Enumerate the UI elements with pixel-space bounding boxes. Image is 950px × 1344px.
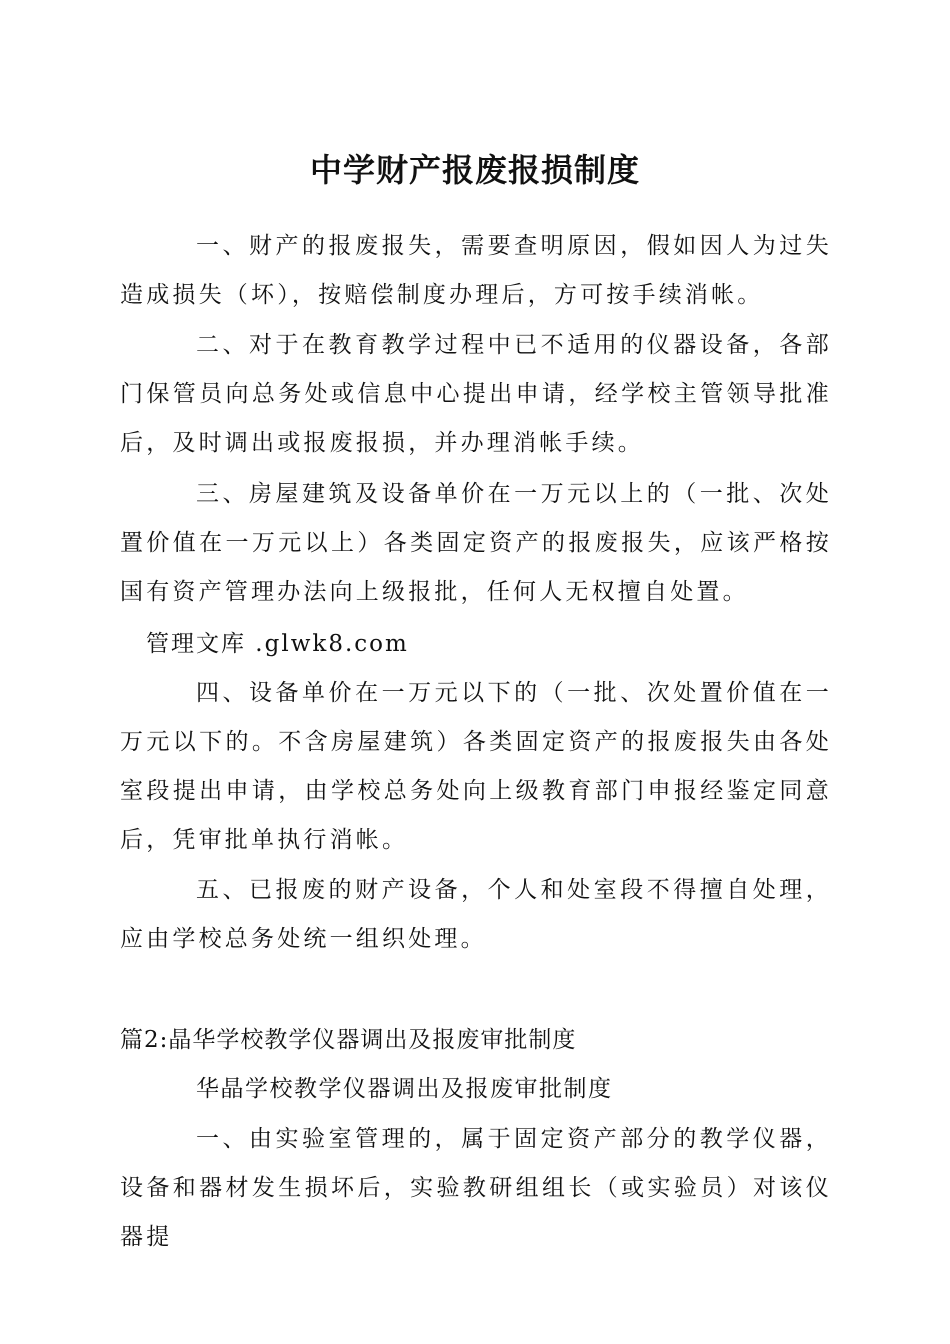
- paragraph-1: 一、财产的报废报失，需要查明原因，假如因人为过失造成损失（坏），按赔偿制度办理后，方可按手续消帐。: [120, 233, 832, 308]
- paragraph-2: 二、对于在教育教学过程中已不适用的仪器设备，各部门保管员向总务处或信息中心提出申请，经学校主管领导批准后，及时调出或报废报损，并办理消帐手续。: [120, 332, 832, 456]
- paragraph-4: 四、设备单价在一万元以下的（一批、次处置价值在一万元以下的。不含房屋建筑）各类固定资产的报废报失由各处室段提出申请，由学校总务处向上级教育部门申报经鉴定同意后，凭审批单执行消帐。: [120, 680, 832, 853]
- paragraph-5: 五、已报废的财产设备，个人和处室段不得擅自处理，应由学校总务处统一组织处理。: [120, 877, 832, 952]
- paragraph-3: 三、房屋建筑及设备单价在一万元以上的（一批、次处置价值在一万元以上）各类固定资产的报废报失，应该严格按国有资产管理办法向上级报批，任何人无权擅自处置。: [120, 481, 832, 605]
- section-2-subtitle: 华晶学校教学仪器调出及报废审批制度: [196, 1076, 613, 1102]
- site-note: 管理文库 .glwk8.com: [146, 631, 409, 657]
- section-2-heading: 篇2:晶华学校教学仪器调出及报废审批制度: [120, 1027, 577, 1053]
- document-title: 中学财产报废报损制度: [309, 151, 640, 189]
- section-2-paragraph-1: 一、由实验室管理的，属于固定资产部分的教学仪器，设备和器材发生损坏后，实验教研组组长（或实验员）对该仪器提: [120, 1126, 832, 1250]
